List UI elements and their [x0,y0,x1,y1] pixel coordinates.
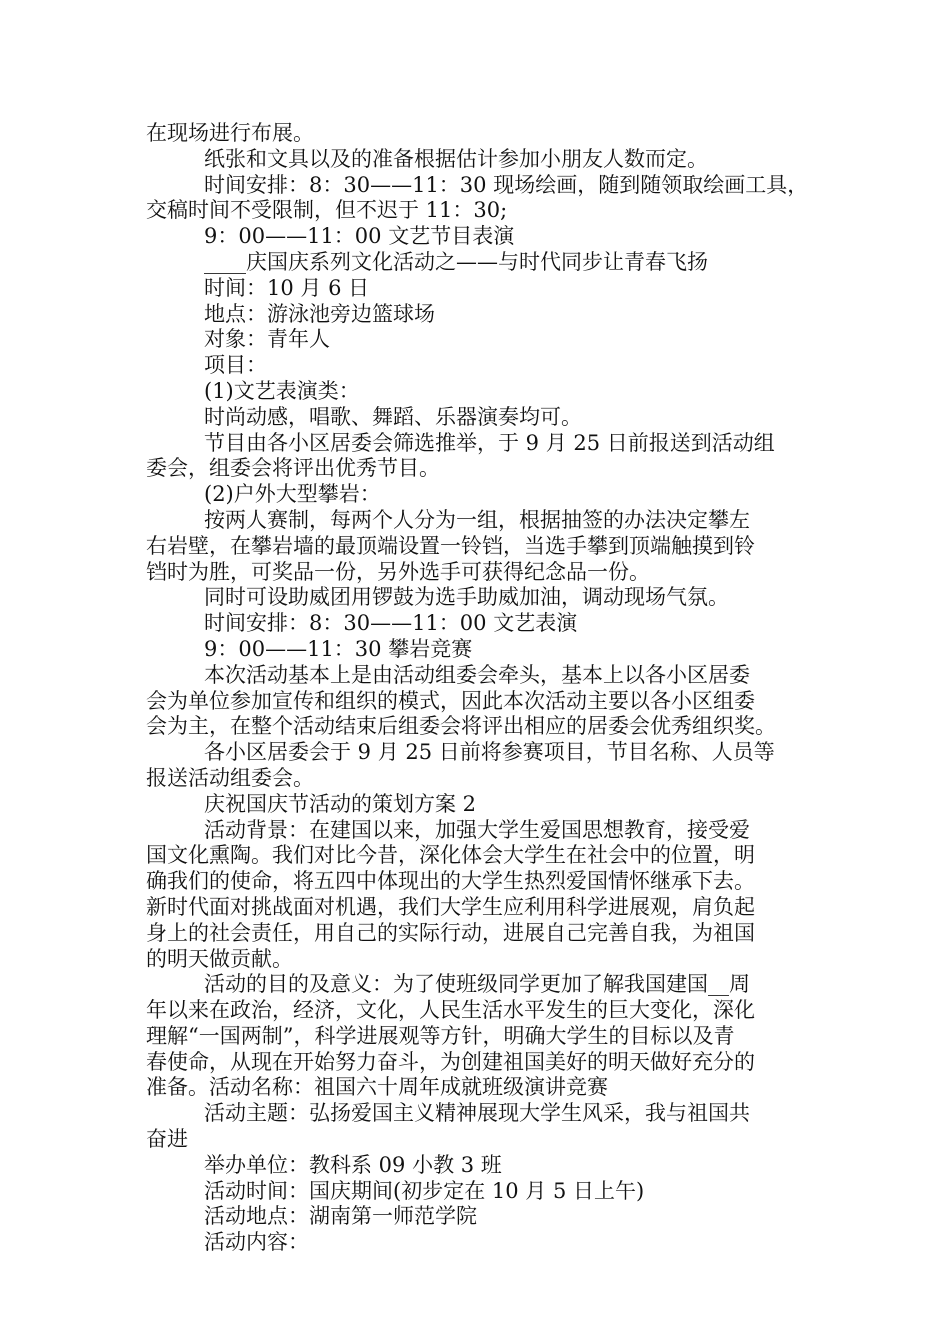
text-line: 理解“一国两制”，科学进展观等方针，明确大学生的目标以及青 [146,1023,735,1048]
text-line: 身上的社会责任，用自己的实际行动，进展自己完善自我，为祖国 [146,920,755,945]
text-line: 新时代面对挑战面对机遇，我们大学生应利用科学进展观，肩负起 [146,894,755,919]
text-line: 时尚动感，唱歌、舞蹈、乐器演奏均可。 [204,404,582,429]
text-line: 准备。活动名称：祖国六十周年成就班级演讲竞赛 [146,1075,608,1100]
text-line: ____庆国庆系列文化活动之——与时代同步让青春飞扬 [204,249,708,274]
text-line: 庆祝国庆节活动的策划方案 2 [204,791,477,816]
text-line: 活动背景：在建国以来，加强大学生爱国思想教育，接受爱 [204,817,750,842]
text-line: 右岩壁，在攀岩墙的最顶端设置一铃铛，当选手攀到顶端触摸到铃 [146,533,755,558]
text-line: 活动地点：湖南第一师范学院 [204,1204,477,1229]
text-line: 报送活动组委会。 [146,765,314,790]
text-line: 委会，组委会将评出优秀节目。 [146,456,440,481]
text-line: 确我们的使命，将五四中体现出的大学生热烈爱国情怀继承下去。 [146,869,755,894]
text-line: 9：00——11：30 攀岩竞赛 [204,636,473,661]
text-line: 9：00——11：00 文艺节目表演 [204,224,515,249]
text-line: 交稿时间不受限制，但不迟于 11：30; [146,198,508,223]
text-line: 会为单位参加宣传和组织的模式，因此本次活动主要以各小区组委 [146,688,755,713]
text-line: 活动时间：国庆期间(初步定在 10 月 5 日上午) [204,1178,645,1203]
text-line: 地点：游泳池旁边篮球场 [204,301,435,326]
text-line: (2)户外大型攀岩： [204,482,381,507]
text-line: 举办单位：教科系 09 小教 3 班 [204,1152,502,1177]
text-line: 同时可设助威团用锣鼓为选手助威加油，调动现场气氛。 [204,585,729,610]
text-line: 活动内容： [204,1230,309,1255]
text-line: 对象：青年人 [204,327,330,352]
text-line: 时间安排：8：30——11：30 现场绘画，随到随领取绘画工具， [204,172,809,197]
text-line: 的明天做贡献。 [146,946,293,971]
text-line: 春使命，从现在开始努力奋斗，为创建祖国美好的明天做好充分的 [146,1049,755,1074]
text-line: 各小区居委会于 9 月 25 日前将参赛项目，节目名称、人员等 [204,740,775,765]
text-line: 奋进 [146,1127,188,1152]
text-line: 会为主，在整个活动结束后组委会将评出相应的居委会优秀组织奖。 [146,714,776,739]
text-line: 铛时为胜，可奖品一份，另外选手可获得纪念品一份。 [146,559,650,584]
text-line: 活动的目的及意义：为了使班级同学更加了解我国建国__周 [204,972,750,997]
text-line: 纸张和文具以及的准备根据估计参加小朋友人数而定。 [204,146,708,171]
document-body [146,121,814,1256]
text-line: 活动主题：弘扬爱国主义精神展现大学生风采，我与祖国共 [204,1101,750,1126]
text-line: 时间安排：8：30——11：00 文艺表演 [204,611,578,636]
text-line: 节目由各小区居委会筛选推举，于 9 月 25 日前报送到活动组 [204,430,775,455]
text-line: (1)文艺表演类： [204,378,360,403]
text-line: 在现场进行布展。 [146,121,314,145]
text-line: 时间：10 月 6 日 [204,275,370,300]
text-line: 按两人赛制，每两个人分为一组，根据抽签的办法决定攀左 [204,507,750,532]
text-line: 本次活动基本上是由活动组委会牵头，基本上以各小区居委 [204,662,750,687]
text-line: 项目： [204,353,267,378]
text-line: 国文化熏陶。我们对比今昔，深化体会大学生在社会中的位置，明 [146,843,755,868]
text-line: 年以来在政治，经济，文化，人民生活水平发生的巨大变化，深化 [146,998,755,1023]
